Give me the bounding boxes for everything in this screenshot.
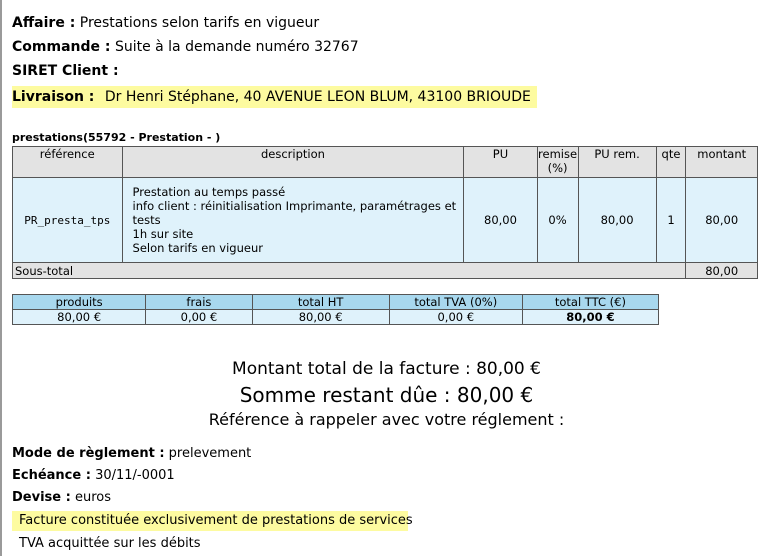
mode-label: Mode de règlement : [12,446,165,461]
col-total-ht: total HT [252,295,389,310]
reference-rappel: Référence à rappeler avec votre réglement : [208,410,565,429]
cell-remise: 0% [537,178,578,263]
desc-line: info client : réinitialisation Imprimante, paramétrages et [132,199,457,213]
cell-description [122,178,464,263]
totals-table [12,294,659,325]
cell-pu-rem: 80,00 [578,178,656,263]
commande-value: Suite à la demande numéro 32767 [114,39,359,55]
left-border [0,0,2,556]
subtotal-label: Sous-total [13,263,686,279]
devise-label: Devise : [12,490,71,505]
prestations-header-row [13,147,758,178]
somme-restant: Somme restant dûe : 80,00 € [239,383,534,407]
livraison-label: Livraison : [12,89,95,105]
col-pu: PU [464,147,537,178]
devise-value: euros [74,490,111,505]
subtotal-row [13,263,758,279]
desc-line: 1h sur site [132,227,194,241]
affaire-line [12,14,319,32]
subtotal-value: 80,00 [686,263,758,279]
prestations-table [12,146,758,279]
col-total-tva: total TVA (0%) [389,295,522,310]
affaire-label: Affaire : [12,15,76,31]
echeance-value: 30/11/-0001 [95,468,175,483]
commande-line [12,38,359,56]
col-produits: produits [13,295,146,310]
cell-reference: PR_presta_tps [13,178,123,263]
siret-label: SIRET Client : [12,63,119,79]
col-reference: référence [13,147,123,178]
table-row [13,178,758,263]
desc-line: Prestation au temps passé [132,185,286,199]
col-total-ttc: total TTC (€) [522,295,658,310]
cell-qte: 1 [656,178,686,263]
siret-line [12,62,119,80]
mode-reglement-line [12,446,251,462]
totals-values-row [13,310,659,325]
col-description: description [122,147,464,178]
cell-montant: 80,00 [686,178,758,263]
services-note-box [12,511,413,531]
col-frais: frais [146,295,252,310]
value-produits: 80,00 € [13,310,146,325]
value-frais: 0,00 € [146,310,252,325]
mode-value: prelevement [168,446,252,461]
commande-label: Commande : [12,39,111,55]
value-total-ttc: 80,00 € [522,310,658,325]
totals-header-row [13,295,659,310]
value-total-ht: 80,00 € [252,310,389,325]
col-montant: montant [686,147,758,178]
col-remise: remise (%) [537,147,578,178]
cell-pu: 80,00 [464,178,537,263]
col-pu-rem: PU rem. [578,147,656,178]
prestations-title: prestations(55792 - Prestation - ) [12,131,221,144]
affaire-value: Prestations selon tarifs en vigueur [79,15,320,31]
value-total-tva: 0,00 € [389,310,522,325]
echeance-label: Echéance : [12,468,91,483]
montant-total: Montant total de la facture : 80,00 € [232,359,541,379]
devise-line [12,490,111,506]
col-qte: qte [656,147,686,178]
livraison-value: Dr Henri Stéphane, 40 AVENUE LEON BLUM, 43100 BRIOUDE [104,89,531,105]
desc-line: Selon tarifs en vigueur [132,241,263,255]
tva-note: TVA acquittée sur les débits [19,536,201,551]
livraison-line [12,86,537,108]
echeance-line [12,468,175,484]
services-note: Facture constituée exclusivement de prestations de services [19,513,413,528]
desc-line: tests [132,213,161,227]
